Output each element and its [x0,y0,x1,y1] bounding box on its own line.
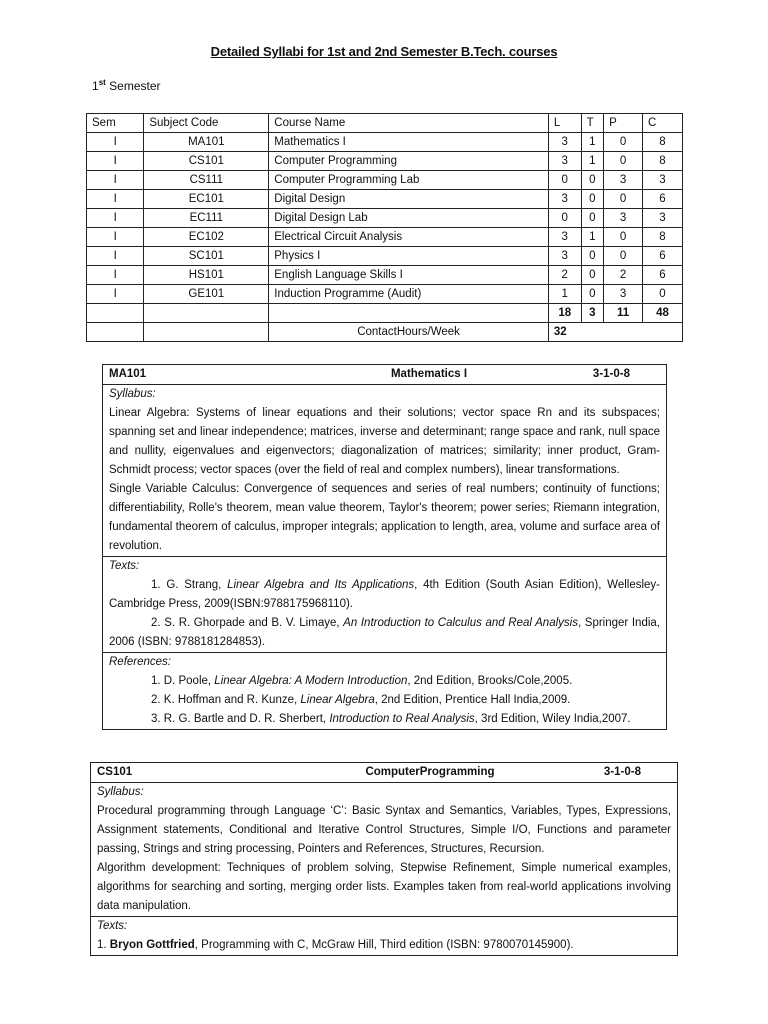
cell-sem: I [87,171,144,190]
ma101-code: MA101 [109,368,147,380]
cell-subject-code: HS101 [144,266,269,285]
cs101-header [91,763,677,783]
ma101-syllabus-calculus: Single Variable Calculus: Convergence of sequences and series of real numbers; continuity of functions; differentiability, Rolle's theorem, mean value theorem, Taylor's theorem; power series; Riemann integration, fundamental theorem of calculus, improper integrals; application to length, area, volume and surface area of revolution. [109,483,660,552]
table-row [87,133,683,152]
cell-course-name: English Language Skills I [269,266,549,285]
ma101-texts-label: Texts: [109,560,140,572]
ma101-reference-2: 2. K. Hoffman and R. Kunze, Linear Algebra, 2nd Edition, Prentice Hall India,2009. [151,694,571,706]
cell-subject-code: MA101 [144,133,269,152]
cs101-code: CS101 [97,766,133,778]
cell-t: 1 [581,228,604,247]
cs101-box [90,762,678,956]
cell-sem: I [87,190,144,209]
cell-course-name: Induction Programme (Audit) [269,285,549,304]
cell-c: 6 [643,247,683,266]
header-c: C [643,114,683,133]
ma101-text-2: 2. S. R. Ghorpade and B. V. Limaye, An Introduction to Calculus and Real Analysis, Springer India, 2006 (ISBN: 9788181284853). [109,617,660,648]
cell-subject-code: GE101 [144,285,269,304]
cell-c: 8 [643,228,683,247]
cell-subject-code: EC111 [144,209,269,228]
cs101-syllabus-algorithms: Algorithm development: Techniques of problem solving, Stepwise Refinement, Simple numerical examples, algorithms for searching and sorting, merging order lists. Examples taken from real-world applications involving data manipulation. [97,862,671,912]
cs101-text-1: 1. Bryon Gottfried, Programming with C, McGraw Hill, Third edition (ISBN: 9780070145900). [97,939,574,951]
cell-c: 3 [643,209,683,228]
cell-t: 0 [581,247,604,266]
totals-row [87,304,683,323]
cell-l: 3 [548,247,581,266]
cell-t: 0 [581,266,604,285]
cell-c: 3 [643,171,683,190]
cell-subject-code: EC102 [144,228,269,247]
cell-t: 1 [581,133,604,152]
cell-sem: I [87,209,144,228]
cell-course-name: Digital Design Lab [269,209,549,228]
table-row [87,247,683,266]
cs101-name: ComputerProgramming [365,766,495,778]
cell-p: 0 [604,190,643,209]
cell-course-name: Computer Programming [269,152,549,171]
cell-l: 3 [548,133,581,152]
table-row [87,171,683,190]
header-l: L [548,114,581,133]
cell-course-name: Mathematics I [269,133,549,152]
cell-t: 0 [581,209,604,228]
ma101-header [103,365,666,385]
cell-subject-code: EC101 [144,190,269,209]
cell-course-name: Computer Programming Lab [269,171,549,190]
table-row [87,190,683,209]
cell-p: 3 [604,171,643,190]
cell-c: 8 [643,133,683,152]
cell-subject-code: SC101 [144,247,269,266]
total-c: 48 [643,304,683,323]
cell-sem: I [87,247,144,266]
cell-course-name: Physics I [269,247,549,266]
cell-sem: I [87,285,144,304]
cell-c: 0 [643,285,683,304]
cell-p: 2 [604,266,643,285]
table-row [87,285,683,304]
cell-p: 3 [604,209,643,228]
contact-hours-value: 32 [548,323,682,342]
cs101-syllabus [91,783,677,917]
header-sem: Sem [87,114,144,133]
semester-heading: 1st Semester [92,78,161,93]
cell-subject-code: CS111 [144,171,269,190]
cell-course-name: Digital Design [269,190,549,209]
total-t: 3 [581,304,604,323]
course-table [86,113,683,342]
contact-hours-label: ContactHours/Week [269,323,549,342]
cell-t: 1 [581,152,604,171]
cell-sem: I [87,133,144,152]
cell-t: 0 [581,190,604,209]
cell-t: 0 [581,171,604,190]
cell-l: 3 [548,228,581,247]
cs101-texts-label: Texts: [97,920,128,932]
cell-p: 0 [604,228,643,247]
cell-l: 2 [548,266,581,285]
cell-l: 0 [548,209,581,228]
ma101-syllabus-linear-algebra: Linear Algebra: Systems of linear equations and their solutions; vector space Rn and its subspaces; spanning set and linear independence; matrices, inverse and determinant; range space and rank, null space and nullity, eigenvalues and eigenvectors; diagonalization of matrices; similarity; inner product, Gram-Schmidt process; vector spaces (over the field of real and complex numbers), linear transformations. [109,407,660,476]
ma101-texts [103,557,666,653]
cell-course-name: Electrical Circuit Analysis [269,228,549,247]
cell-sem: I [87,152,144,171]
cell-subject-code: CS101 [144,152,269,171]
cell-c: 8 [643,152,683,171]
table-row [87,209,683,228]
cs101-texts [91,917,677,955]
total-p: 11 [604,304,643,323]
cell-p: 3 [604,285,643,304]
cell-c: 6 [643,266,683,285]
contact-hours-row [87,323,683,342]
header-p: P [604,114,643,133]
cell-l: 0 [548,171,581,190]
table-row [87,152,683,171]
cell-l: 1 [548,285,581,304]
cell-sem: I [87,228,144,247]
ma101-credits: 3-1-0-8 [592,368,630,380]
ma101-name: Mathematics I [390,368,468,380]
cell-p: 0 [604,247,643,266]
cs101-syllabus-procedural: Procedural programming through Language ‘C’: Basic Syntax and Semantics, Variables, Types, Expressions, Assignment statements, Conditional and Iterative Control Structures, Simple I/O, Functions and parameter passing, Strings and string processing, Pointers and References, Structures, Recursion. [97,805,671,855]
ma101-reference-3: 3. R. G. Bartle and D. R. Sherbert, Introduction to Real Analysis, 3rd Edition, Wiley India,2007. [151,713,631,725]
ma101-references [103,653,666,729]
table-header-row [87,114,683,133]
cell-p: 0 [604,133,643,152]
ma101-syllabus-label: Syllabus: [109,388,156,400]
ma101-references-label: References: [109,656,172,668]
table-row [87,228,683,247]
ma101-syllabus [103,385,666,557]
ma101-text-1: 1. G. Strang, Linear Algebra and Its Applications, 4th Edition (South Asian Edition), Wellesley-Cambridge Press, 2009(ISBN:9788175968110). [109,579,660,610]
cell-l: 3 [548,152,581,171]
cell-t: 0 [581,285,604,304]
ma101-reference-1: 1. D. Poole, Linear Algebra: A Modern Introduction, 2nd Edition, Brooks/Cole,2005. [151,675,573,687]
header-course-name: Course Name [269,114,549,133]
header-t: T [581,114,604,133]
cell-c: 6 [643,190,683,209]
header-subject-code: Subject Code [144,114,269,133]
cell-l: 3 [548,190,581,209]
cs101-syllabus-label: Syllabus: [97,786,144,798]
table-row [87,266,683,285]
cs101-credits: 3-1-0-8 [603,766,641,778]
cell-sem: I [87,266,144,285]
cell-p: 0 [604,152,643,171]
total-l: 18 [548,304,581,323]
ma101-box [102,364,667,730]
document-title: Detailed Syllabi for 1st and 2nd Semester B.Tech. courses [210,44,558,59]
